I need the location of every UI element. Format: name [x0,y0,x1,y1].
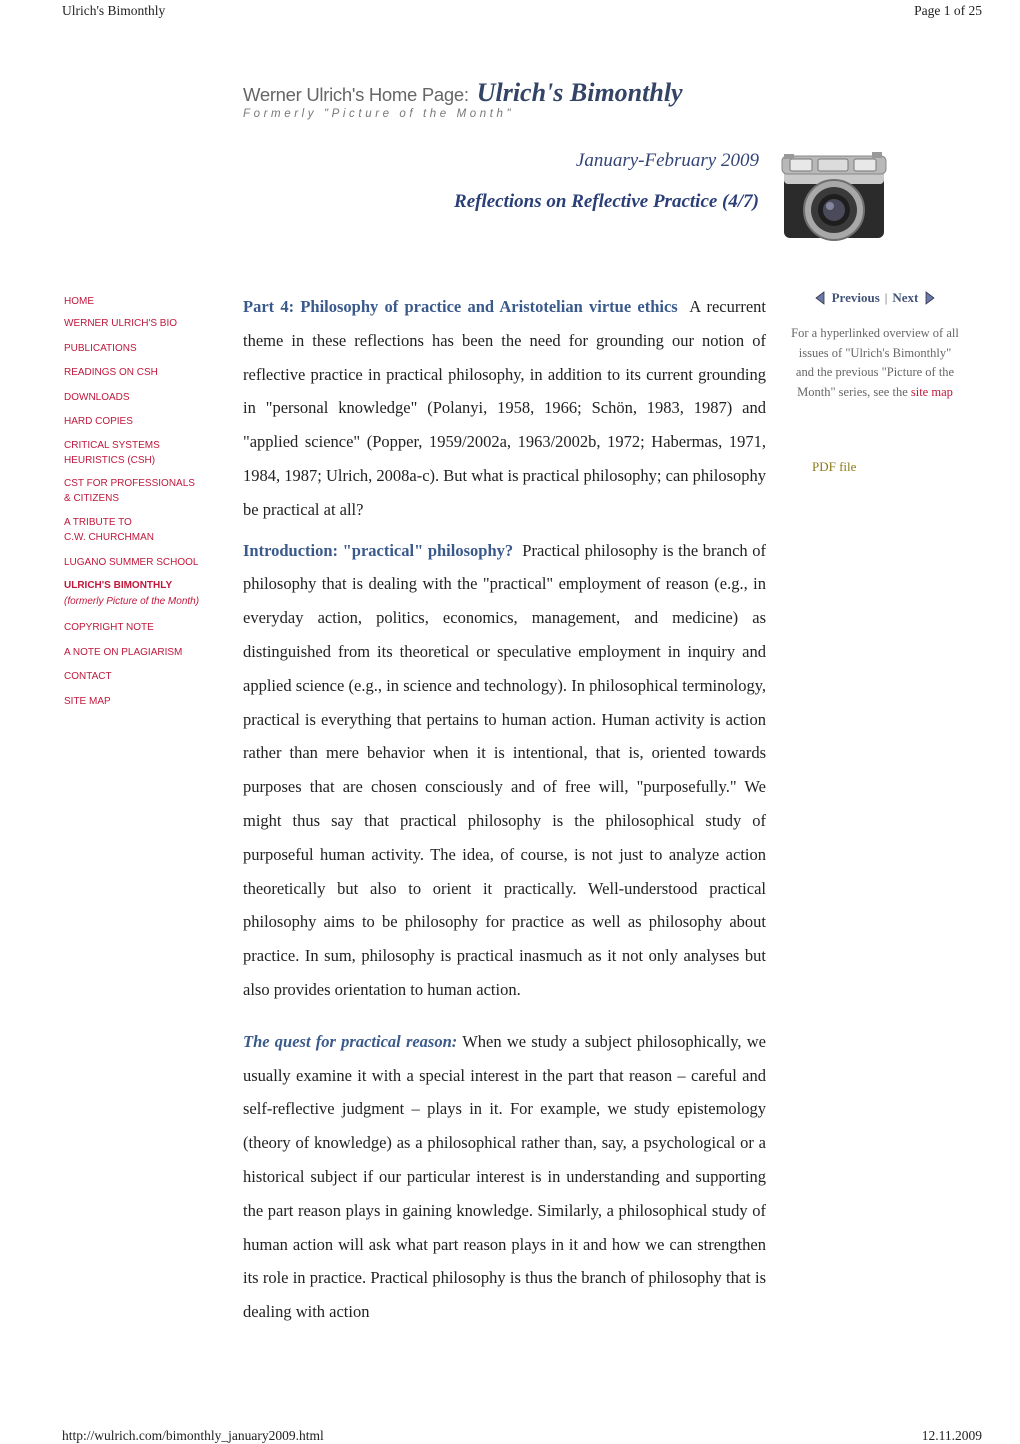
issue-title: Reflections on Reflective Practice (4/7) [454,191,759,212]
nav-tribute-line2[interactable]: C.W. CHURCHMAN [64,532,154,543]
print-date: 12.11.2009 [921,1428,982,1443]
issue-date: January-February 2009 [575,150,759,171]
practical-reason-text: When we study a subject philosophically, we usually examine it with a special interest in the part that reason – careful and self-reflective judgment – plays in it. For example, we study epistemology (theory of knowledge) as a philosophical rather than, say, a psychological or a historical subject if our particular interest is in understanding and supporting the part reason plays in gaining knowledge. Similarly, a philosophical study of human action will ask what part reason plays in it and how we can strengthen its role in practice. Practical philosophy is thus the branch of philosophy that is dealing with action [243,1031,766,1322]
nav-bimonthly[interactable]: ULRICH'S BIMONTHLY [64,580,173,591]
prev-next-separator: | [884,290,888,305]
nav-copyright[interactable]: COPYRIGHT NOTE [64,622,154,633]
site-subtitle: Formerly "Picture of the Month" [243,108,515,120]
overview-note [790,324,960,402]
print-header-title: Ulrich's Bimonthly [62,3,166,18]
nav-tribute-line1[interactable]: A TRIBUTE TO [64,517,132,528]
print-footer [62,1428,982,1444]
paragraph-introduction [243,534,766,1007]
nav-cst-line1[interactable]: CST FOR PROFESSIONALS [64,478,195,489]
article-body [243,290,766,1329]
home-page-link[interactable]: Werner Ulrich's Home Page: [243,84,469,105]
nav-publications[interactable]: PUBLICATIONS [64,343,137,354]
page-number: Page 1 of 25 [914,3,982,18]
camera-image [778,146,890,246]
print-header [62,3,982,19]
nav-bio[interactable]: WERNER ULRICH'S BIO [64,318,178,329]
nav-bimonthly-note: (formerly Picture of the Month) [64,596,200,607]
nav-plagiarism[interactable]: A NOTE ON PLAGIARISM [64,647,183,658]
nav-readings[interactable]: READINGS ON CSH [64,367,158,378]
site-map-link[interactable]: site map [910,384,953,399]
nav-csh-line2[interactable]: HEURISTICS (CSH) [64,455,156,466]
previous-link[interactable]: Previous [831,290,880,305]
next-arrow-icon[interactable] [923,291,937,305]
part-4-heading: Part 4: Philosophy of practice and Aristotelian virtue ethics [243,297,678,316]
prev-next-nav [790,290,960,306]
site-name: Ulrich's Bimonthly [476,78,683,107]
part-4-text: A recurrent theme in these reflections has been the need for grounding our notion of reflective practice in practical philosophy, in addition to its current grounding in "personal knowledge" (Polanyi, 1958, 1966; Schön, 1983, 1987) and "applied science" (Popper, 1959/2002a, 1963/2002b, 1972; Habermas, 1971, 1984, 1987; Ulrich, 2008a-c). But what is practical philosophy; can philosophy be practical at all? [243,297,766,519]
practical-reason-heading: The quest for practical reason: [243,1031,458,1051]
nav-site-map[interactable]: SITE MAP [64,696,111,707]
nav-home[interactable]: HOME [64,296,94,307]
site-title [243,78,683,108]
paragraph-practical-reason [243,1025,766,1329]
paragraph-part-4 [243,290,766,527]
nav-contact[interactable]: CONTACT [64,671,112,682]
nav-csh-line1[interactable]: CRITICAL SYSTEMS [64,440,160,451]
nav-cst-line2[interactable]: & CITIZENS [64,493,120,504]
issue-sidebar [790,290,960,402]
nav-downloads[interactable]: DOWNLOADS [64,392,130,403]
page-url: http://wulrich.com/bimonthly_january2009.html [62,1428,324,1443]
pdf-file-link[interactable]: PDF file [812,459,857,474]
nav-lugano[interactable]: LUGANO SUMMER SCHOOL [64,557,199,568]
previous-arrow-icon[interactable] [813,291,827,305]
next-link[interactable]: Next [892,290,919,305]
nav-hard-copies[interactable]: HARD COPIES [64,416,133,427]
overview-text: For a hyperlinked overview of all issues of "Ulrich's Bimonthly" and the previous "Picture of the Month" series, see the [791,326,959,399]
introduction-text: Practical philosophy is the branch of philosophy that is dealing with the "practical" employment of reason (e.g., in everyday action, politics, economics, management, and medicine) as distinguished from its theoretical or speculative employment in inquiry and applied science (e.g., in science and technology). In philosophical terminology, practical is everything that pertains to human action. Human activity is action rather than mere behavior when it is intentional, that is, oriented towards purposes that are chosen consciously and of free will, "purposefully." We might thus say that practical philosophy is the philosophical study of purposeful human activity. The idea, of course, is not just to analyze action theoretically but also to orient it practically. Well-understood practical philosophy aims to be philosophy for practice as well as philosophy about practice. In sum, philosophy is practical inasmuch as it not only analyses but also provides orientation to human action. [243,540,767,999]
introduction-heading: Introduction: "practical" philosophy? [243,540,514,560]
